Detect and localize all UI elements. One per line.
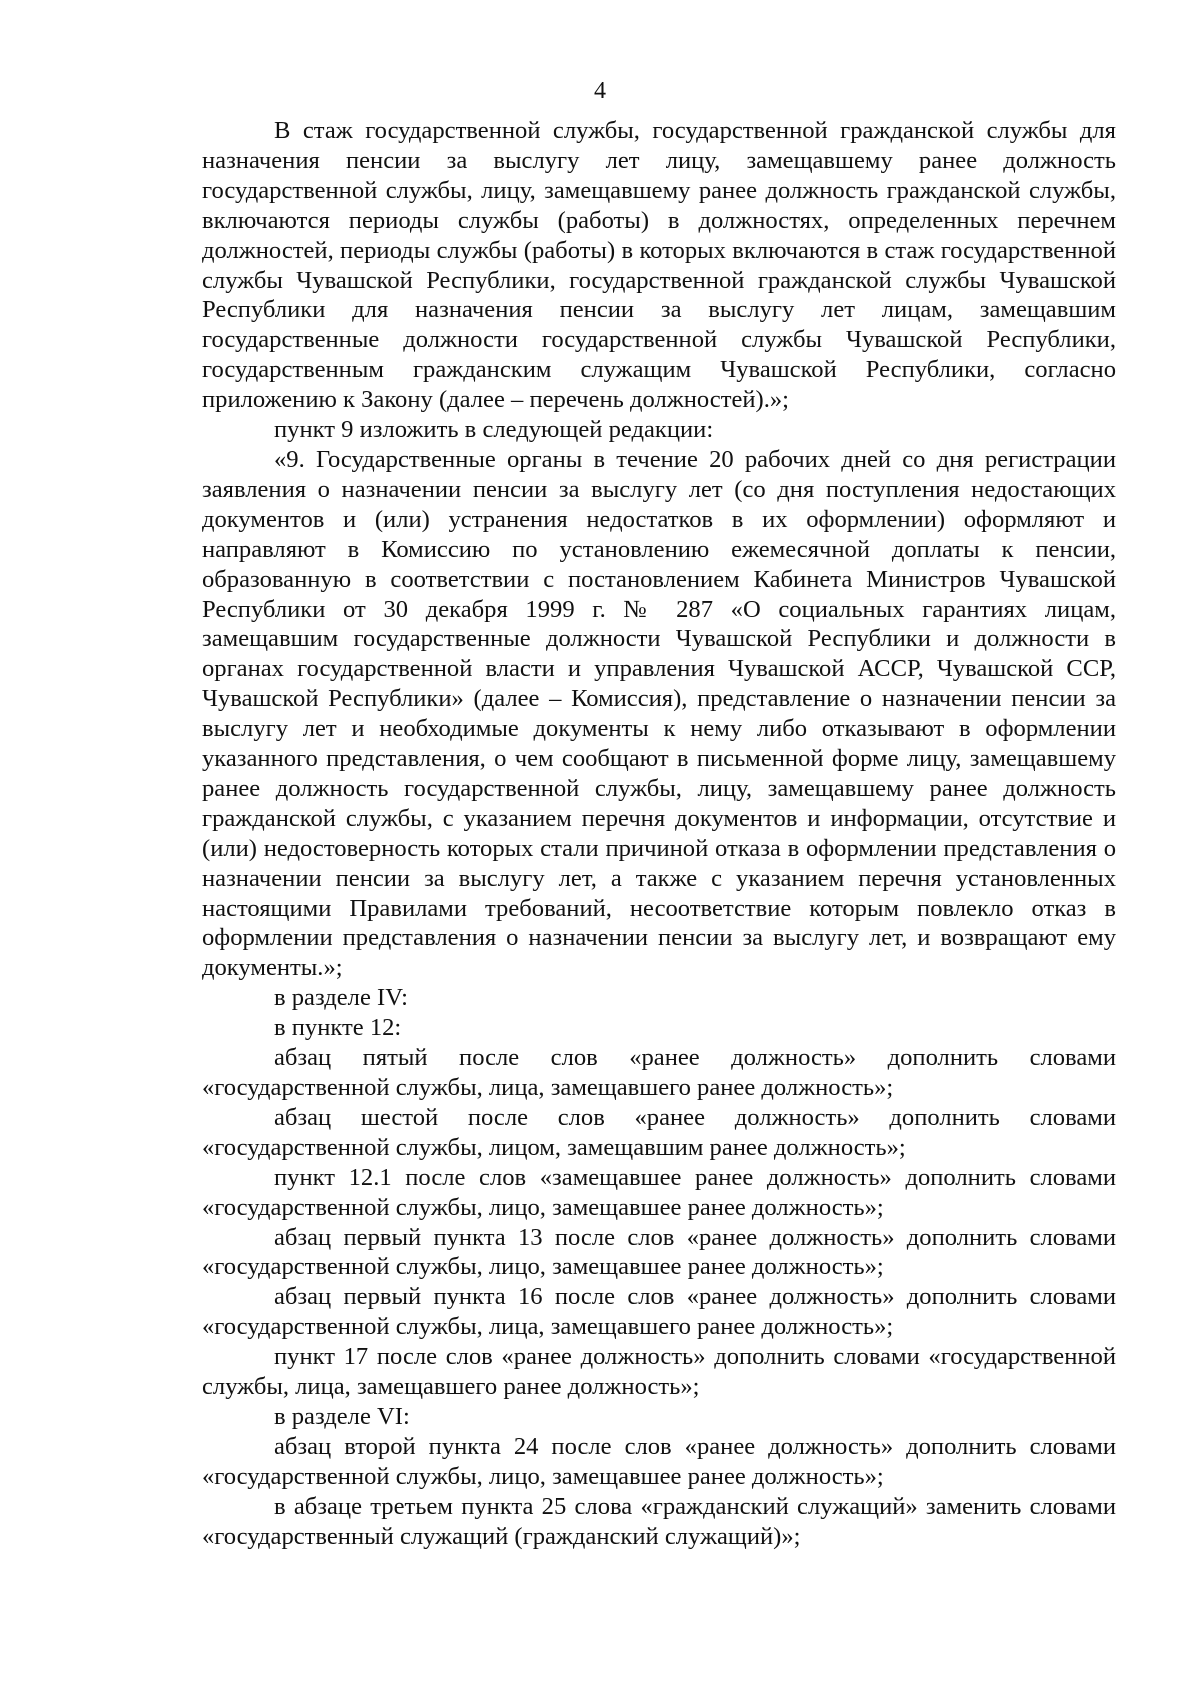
paragraph-punkt-13: абзац первый пункта 13 после слов «ранее должность» дополнить словами «государственной службы, лицо, замещавшее ранее должность»; — [202, 1223, 1116, 1281]
paragraph-abzac-pyatyi: абзац пятый после слов «ранее должность» дополнить словами «государственной службы, лица, замещавшего ранее должность»; — [202, 1044, 1116, 1101]
paragraph-stazh: В стаж государственной службы, государственной гражданской службы для назначения пенсии за выслугу лет лицу, замещавшему ранее должность государственной службы, лицу, замещавшему ранее должность гражданской службы, включаются периоды службы (работы) в должностях, определенных перечнем должностей, периоды службы (работы) в которых включаются в стаж государственной службы Чувашской Республики, государственной гражданской службы Чувашской Республики для назначения пенсии за выслугу лет лицам, замещавшим государственные должности государственной службы Чувашской Республики, государственным гражданским служащим Чувашской Республики, согласно приложению к Закону (далее – перечень должностей).»; — [202, 117, 1116, 414]
paragraph-punkt-16: абзац первый пункта 16 после слов «ранее должность» дополнить словами «государственной службы, лица, замещавшего ранее должность»; — [202, 1283, 1116, 1341]
paragraph-abzac-shestoi: абзац шестой после слов «ранее должность» дополнить словами «государственной службы, лицом, замещавшим ранее должность»; — [202, 1103, 1116, 1161]
paragraph-punkt-9-intro: пункт 9 изложить в следующей редакции: — [274, 416, 714, 444]
document-body — [202, 116, 1116, 1552]
paragraph-punkt-9-text: «9. Государственные органы в течение 20 рабочих дней со дня регистрации заявления о назначении пенсии за выслугу лет (со дня поступления недостающих документов и (или) устранения недостатков в их оформлении) оформляют и направляют в Комиссию по установлению ежемесячной доплаты к пенсии, образованную в соответствии с постановлением Кабинета Министров Чувашской Республики от 30 декабря 1999 г. № 287 «О социальных гарантиях лицам, замещавшим государственные должности Чувашской Республики и должности в органах государственной власти и управления Чувашской АССР, Чувашской ССР, Чувашской Республики» (далее – Комиссия), представление о назначении пенсии за выслугу лет и необходимые документы к нему либо отказывают в оформлении указанного представления, о чем сообщают в письменной форме лицу, замещавшему ранее должность государственной службы, лицу, замещавшему ранее должность гражданской службы, с указанием перечня документов и информации, отсутствие и (или) недостоверность которых стали причиной отказа в оформлении представления о назначении пенсии за выслугу лет, а также с указанием перечня установленных настоящими Правилами требований, несоответствие которым повлекло отказ в оформлении представления о назначении пенсии за выслугу лет, и возвращают ему документы.»; — [202, 445, 1116, 982]
paragraph-razdel-vi: в разделе VI: — [274, 1402, 410, 1430]
paragraph-razdel-iv: в разделе IV: — [274, 984, 408, 1012]
page-number: 4 — [594, 78, 606, 104]
paragraph-punkt-12-1: пункт 12.1 после слов «замещавшее ранее должность» дополнить словами «государственной службы, лицо, замещавшее ранее должность»; — [202, 1163, 1116, 1221]
paragraph-punkt-24: абзац второй пункта 24 после слов «ранее должность» дополнить словами «государственной службы, лицо, замещавшее ранее должность»; — [202, 1432, 1116, 1490]
paragraph-punkt-25: в абзаце третьем пункта 25 слова «гражданский служащий» заменить словами «государственный служащий (гражданский служащий)»; — [202, 1492, 1116, 1550]
paragraph-punkt-17: пункт 17 после слов «ранее должность» дополнить словами «государственной службы, лица, замещавшего ранее должность»; — [202, 1343, 1116, 1401]
paragraph-punkt-12: в пункте 12: — [274, 1014, 402, 1042]
